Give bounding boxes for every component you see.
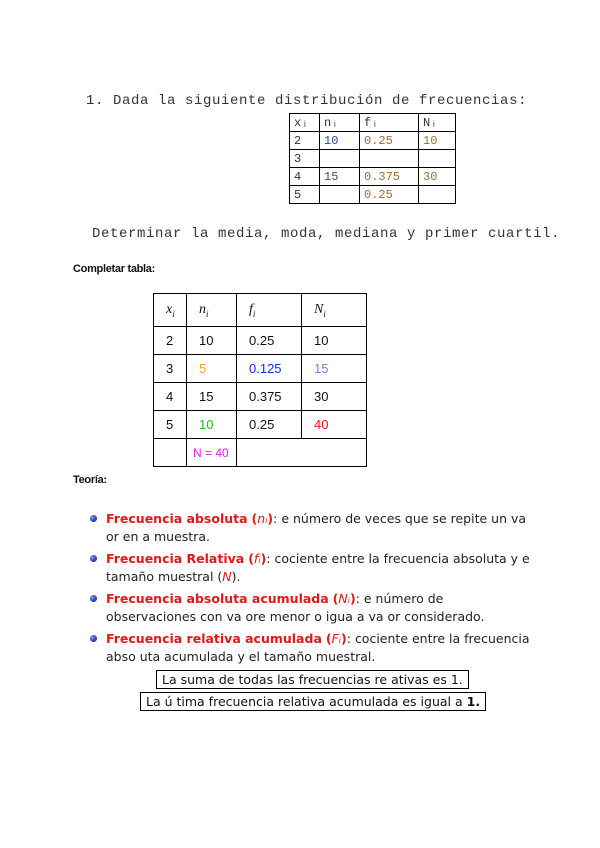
table-total-row [154,439,367,467]
header-Ni: $N_i$ [302,294,367,327]
table-row [290,168,456,186]
cell-computed: 10 [187,411,237,439]
cell: 15 [320,168,360,186]
table-header-row [290,114,456,132]
table-row [154,411,367,439]
theory-list [90,510,530,670]
header-xi: $x_i$ [154,294,187,327]
term-symbol: Nᵢ [338,591,350,606]
cell: 5 [290,186,320,204]
table-row [154,355,367,383]
cell: 10 [419,132,456,150]
header-ni: nᵢ [320,114,360,132]
cell [360,150,419,168]
boxed-statement-sum: La suma de todas las frecuencias re ativas es 1. [156,670,469,689]
cell: 0.25 [237,327,302,355]
cell: 10 [302,327,367,355]
cell [419,150,456,168]
term-symbol: nᵢ [257,511,268,526]
bullet-icon [90,635,97,642]
cell-empty [237,439,367,467]
cell: 0.25 [360,132,419,150]
list-item: Frecuencia relativa acumulada (Fᵢ): cociente entre la frecuencia abso uta acumulada y el tamaño muestral. [90,630,530,665]
boxed-text: La ú tima frecuencia relativa acumulada es igual a [146,694,467,709]
definition-end: ). [231,568,241,584]
cell: 4 [290,168,320,186]
total-n-cell: N = 40 [187,439,237,467]
bullet-icon [90,595,97,602]
definition: e número de veces que se repite un va or en a muestra. [106,511,527,544]
cell: 30 [419,168,456,186]
cell: 3 [290,150,320,168]
cell: 10 [187,327,237,355]
definition: e número de observaciones con va ore menor o igua a va or considerado. [106,591,485,624]
term: Frecuencia relativa acumulada [106,631,322,646]
list-item: Frecuencia Relativa (fᵢ): cociente entre la frecuencia absoluta y e tamaño muestral (N). [90,550,530,585]
bullet-icon [90,555,97,562]
cell-computed: 5 [187,355,237,383]
table-row [154,383,367,411]
cell-computed: 15 [302,355,367,383]
definition: cociente entre la frecuencia absoluta y e tamaño muestral ( [106,551,530,584]
cell: 15 [187,383,237,411]
term: Frecuencia absoluta acumulada [106,591,329,606]
definition: cociente entre la frecuencia abso uta acumulada y el tamaño muestral. [106,631,530,664]
header-ni: $n_i$ [187,294,237,327]
table-row [290,132,456,150]
cell [419,186,456,204]
given-frequency-table [289,113,456,204]
definition-symbol: N [222,568,232,584]
boxed-statement-last [140,692,486,711]
cell: 2 [290,132,320,150]
table-header-row [154,294,367,327]
table-row [154,327,367,355]
completed-frequency-table [153,293,367,467]
cell: 2 [154,327,187,355]
cell: 30 [302,383,367,411]
cell: 0.25 [237,411,302,439]
cell: 4 [154,383,187,411]
header-fi: fᵢ [360,114,419,132]
header-xi: xᵢ [290,114,320,132]
cell: 0.25 [360,186,419,204]
header-Ni: Nᵢ [419,114,456,132]
cell [320,186,360,204]
term-symbol: fᵢ [253,551,261,566]
cell: 5 [154,411,187,439]
cell-computed: 40 [302,411,367,439]
bullet-icon [90,515,97,522]
term: Frecuencia Relativa [106,551,245,566]
section-heading-teoria: Teoría: [73,474,107,486]
boxed-value: 1. [466,694,481,709]
list-item: Frecuencia absoluta (nᵢ): e número de veces que se repite un va or en a muestra. [90,510,530,545]
list-item: Frecuencia absoluta acumulada (Nᵢ): e número de observaciones con va ore menor o igua a va or considerado. [90,590,530,625]
cell: 0.375 [360,168,419,186]
section-heading-completar: Completar tabla: [73,263,155,275]
table-row [290,186,456,204]
cell-empty [154,439,187,467]
cell: 3 [154,355,187,383]
term: Frecuencia absoluta [106,511,248,526]
table-row [290,150,456,168]
cell: 10 [320,132,360,150]
cell: 0.375 [237,383,302,411]
term-symbol: Fᵢ [331,631,342,646]
problem-statement: 1. Dada la siguiente distribución de frecuencias: [86,93,528,109]
header-fi: $f_i$ [237,294,302,327]
cell-computed: 0.125 [237,355,302,383]
task-statement: Determinar la media, moda, mediana y primer cuartil. [92,226,561,242]
cell [320,150,360,168]
